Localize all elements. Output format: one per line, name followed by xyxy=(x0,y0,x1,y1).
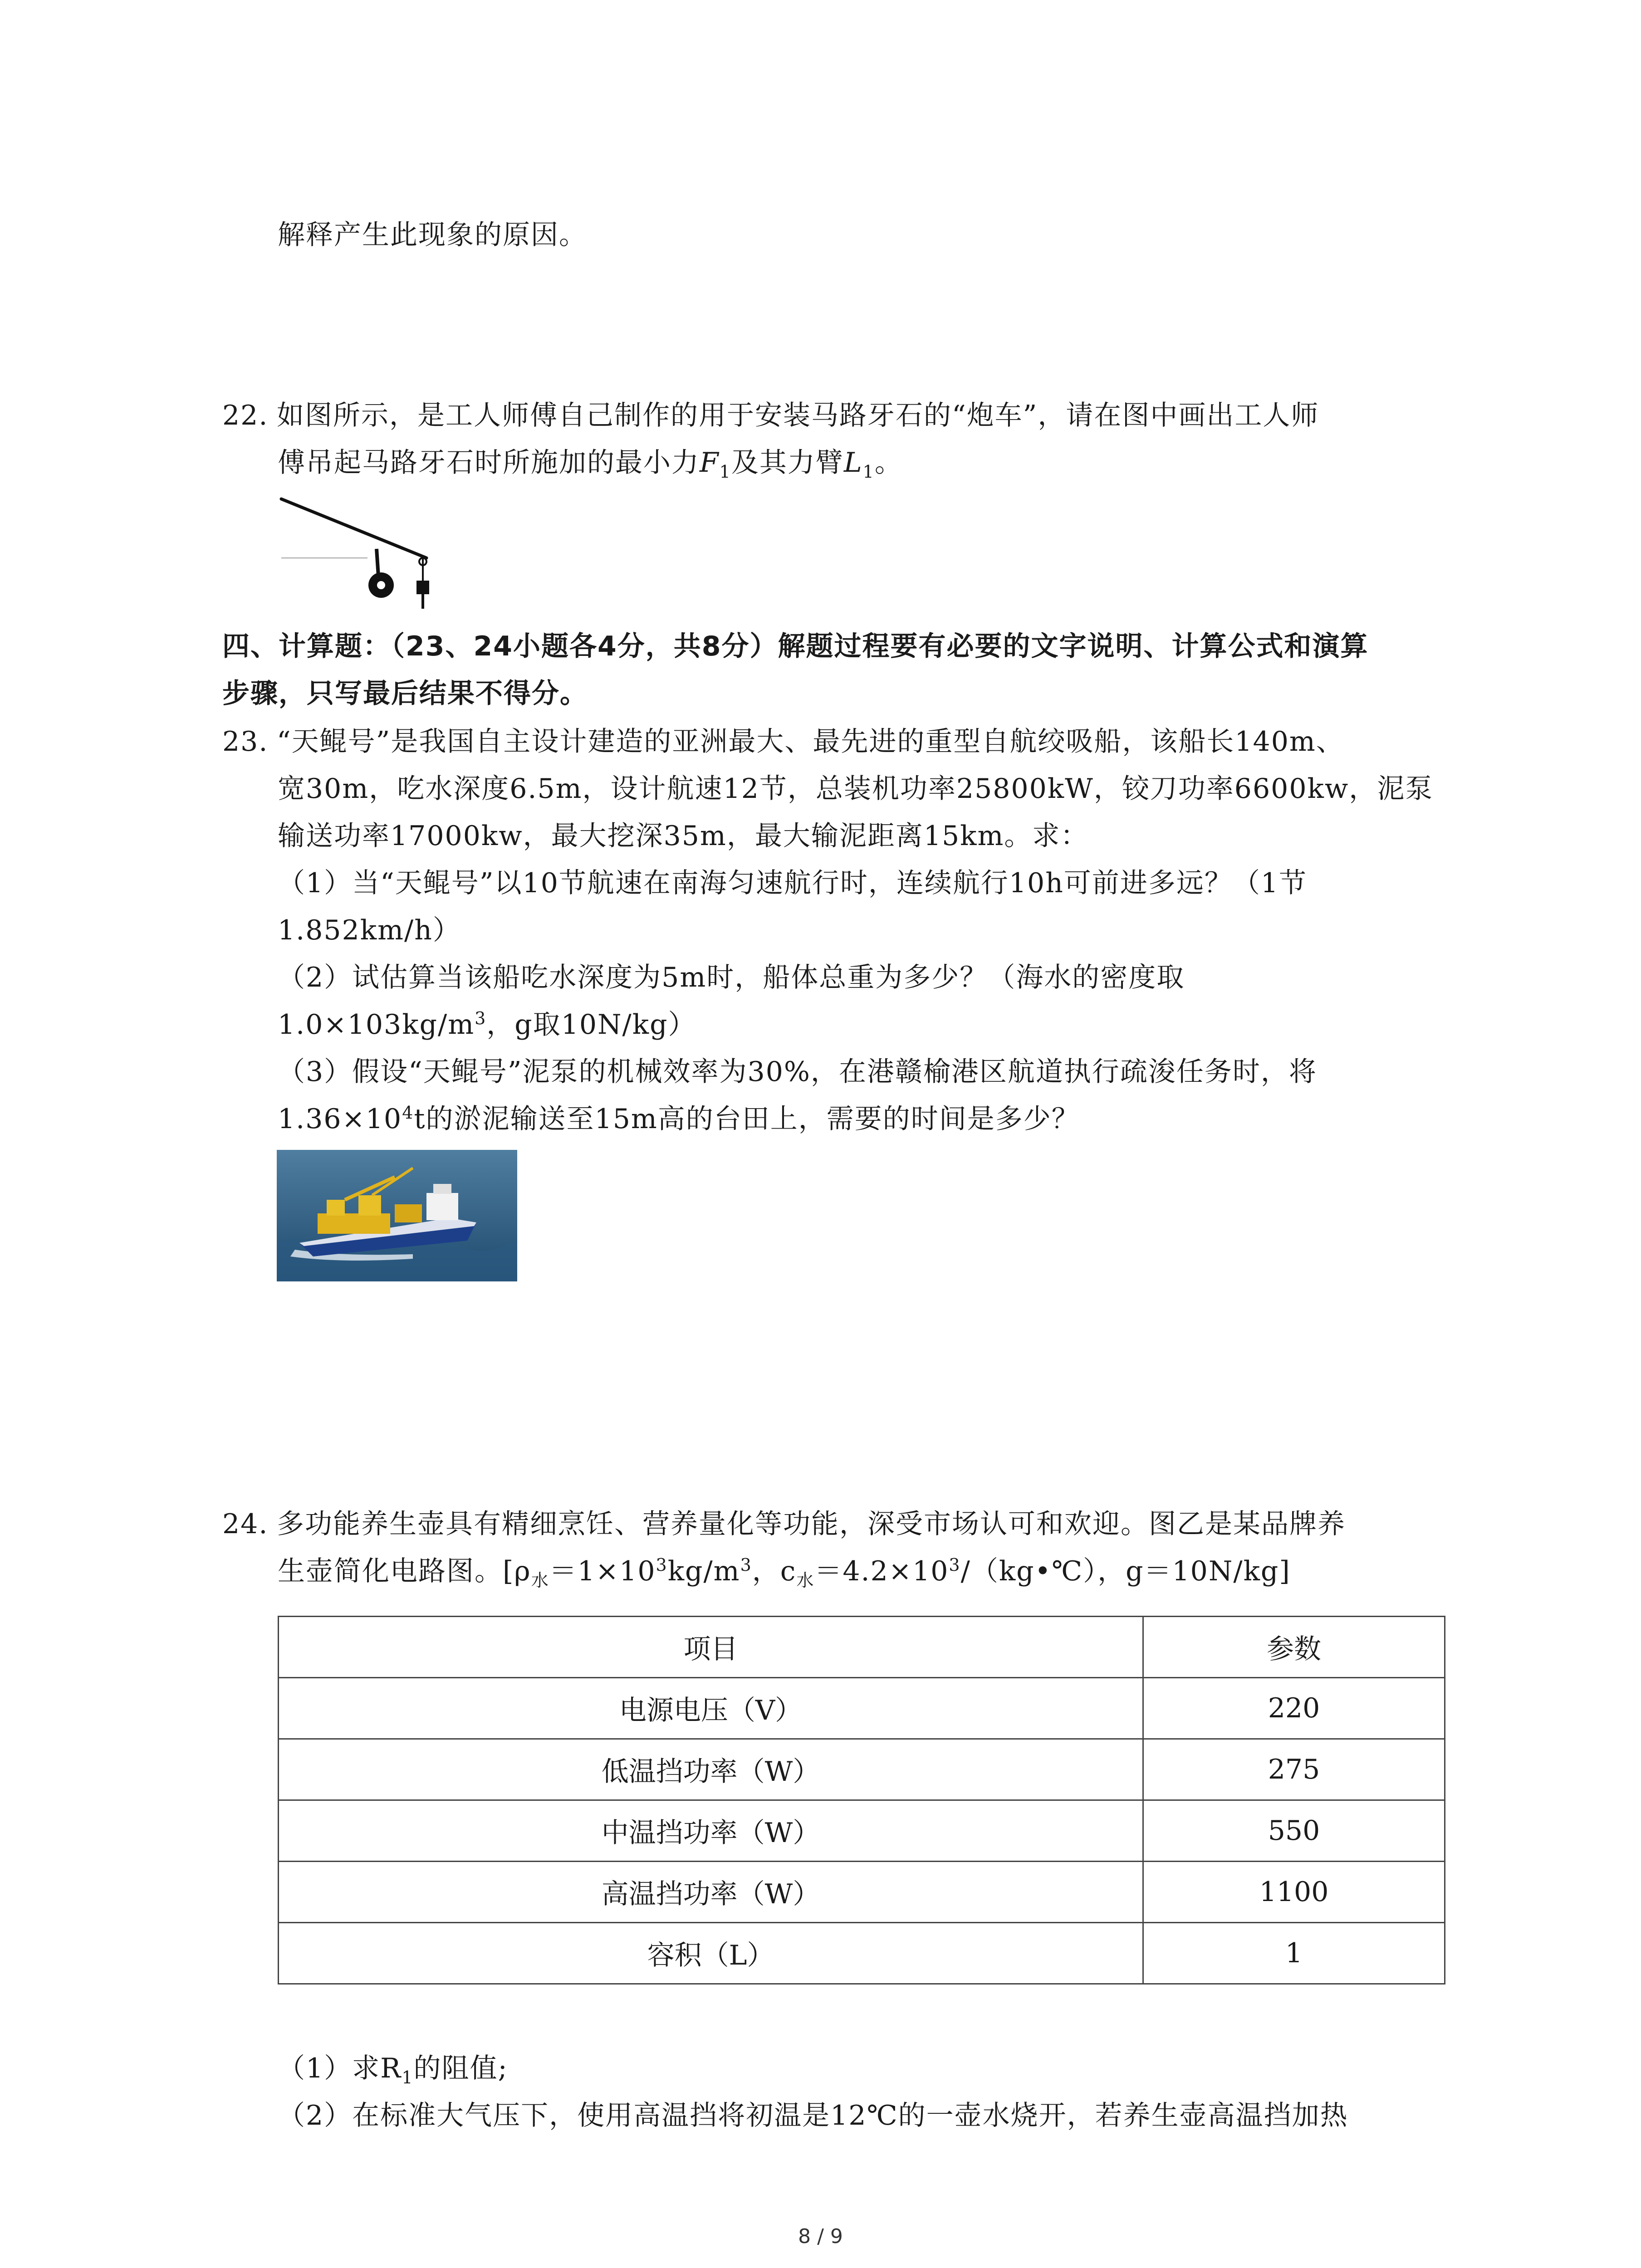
question-23-sub-3-cont xyxy=(278,1101,1080,1137)
table-cell-item: 高温挡功率（W） xyxy=(279,1862,1143,1923)
lever-cart-figure xyxy=(272,490,463,617)
arm-subscript: 1 xyxy=(862,462,875,482)
superscript: 3 xyxy=(740,1555,752,1575)
text-line-top: 解释产生此现象的原因。 xyxy=(278,219,587,251)
section-4-heading-line-2: 步骤，只写最后结果不得分。 xyxy=(222,678,588,709)
question-text: （1）求R xyxy=(278,2053,402,2084)
section-4-heading-line-1: 四、计算题：（23、24小题各4分，共8分）解题过程要有必要的文字说明、计算公式和演算 xyxy=(222,631,1369,662)
arm-symbol: L xyxy=(843,447,863,479)
question-text: 的阻值; xyxy=(413,2053,508,2084)
superscript: 3 xyxy=(475,1008,487,1028)
table-cell-item: 中温挡功率（W） xyxy=(279,1800,1143,1862)
superscript: 3 xyxy=(656,1555,668,1575)
dredger-ship-image xyxy=(277,1150,517,1281)
question-24-line-2 xyxy=(278,1553,1291,1589)
superscript: 3 xyxy=(949,1555,961,1575)
question-22-line-1 xyxy=(222,397,1319,434)
question-text: 生壶简化电路图。[ρ xyxy=(278,1555,531,1587)
question-23-sub-1-cont: 1.852km/h） xyxy=(278,914,461,946)
page-number: 8 / 9 xyxy=(798,2225,843,2248)
question-text: “天鲲号”是我国自主设计建造的亚洲最大、最先进的重型自航绞吸船，该船长140m、 xyxy=(277,726,1344,758)
table-cell-value: 1100 xyxy=(1143,1862,1445,1923)
question-text: 多功能养生壶具有精细烹饪、营养量化等功能，深受市场认可和欢迎。图乙是某品牌养 xyxy=(277,1508,1346,1540)
force-subscript: 1 xyxy=(719,462,731,482)
question-23-sub-2: （2）试估算当该船吃水深度为5m时，船体总重为多少？（海水的密度取 xyxy=(278,962,1185,993)
table-cell-value: 550 xyxy=(1143,1800,1445,1862)
subscript: 1 xyxy=(402,2068,414,2087)
question-24-sub-2: （2）在标准大气压下，使用高温挡将初温是12℃的一壶水烧开，若养生壶高温挡加热 xyxy=(278,2100,1348,2131)
question-text: /（kg•℃），g＝10N/kg] xyxy=(960,1555,1291,1587)
question-23-sub-1: （1）当“天鲲号”以10节航速在南海匀速航行时，连续航行10h可前进多远？（1节 xyxy=(278,867,1308,899)
superscript: 4 xyxy=(402,1103,414,1123)
question-text: ，g取10N/kg） xyxy=(486,1009,696,1041)
subscript: 水 xyxy=(796,1570,815,1590)
table-cell-value: 275 xyxy=(1143,1739,1445,1800)
question-text: ，c xyxy=(752,1555,797,1587)
question-text: 傅吊起马路牙石时所施加的最小力 xyxy=(278,447,700,479)
question-24-sub-1 xyxy=(278,2050,508,2087)
table-cell-item: 低温挡功率（W） xyxy=(279,1739,1143,1800)
question-text: 及其力臂 xyxy=(731,447,844,479)
table-row xyxy=(279,1800,1445,1862)
question-22-line-2 xyxy=(278,445,903,481)
table-cell-item: 电源电压（V） xyxy=(279,1678,1143,1739)
table-row xyxy=(279,1923,1445,1984)
table-header-value: 参数 xyxy=(1143,1617,1445,1678)
table-row xyxy=(279,1862,1445,1923)
table-cell-item: 容积（L） xyxy=(279,1923,1143,1984)
table-header-row xyxy=(279,1617,1445,1678)
question-number: 22. xyxy=(222,400,269,431)
question-23-line-2: 宽30m，吃水深度6.5m，设计航速12节，总装机功率25800kW，铰刀功率6600kw，泥泵 xyxy=(278,773,1434,805)
subscript: 水 xyxy=(531,1570,549,1590)
question-text: 1.36×10 xyxy=(278,1103,402,1135)
question-23-line-1 xyxy=(222,723,1344,760)
question-text: ＝4.2×10 xyxy=(814,1555,949,1587)
question-23-sub-3: （3）假设“天鲲号”泥泵的机械效率为30%，在港赣榆港区航道执行疏浚任务时，将 xyxy=(278,1056,1317,1088)
question-text: kg/m xyxy=(667,1555,740,1587)
question-number: 24. xyxy=(222,1508,269,1540)
question-text: ＝1×10 xyxy=(549,1555,656,1587)
question-text: 1.0×103kg/m xyxy=(278,1009,475,1041)
question-23-sub-2-cont xyxy=(278,1007,696,1043)
table-cell-value: 220 xyxy=(1143,1678,1445,1739)
table-header-item: 项目 xyxy=(279,1617,1143,1678)
question-text: 。 xyxy=(874,447,903,479)
table-row xyxy=(279,1739,1445,1800)
question-text: t的淤泥输送至15m高的台田上，需要的时间是多少？ xyxy=(414,1103,1080,1135)
kettle-parameter-table xyxy=(278,1616,1445,1984)
question-number: 23. xyxy=(222,726,269,758)
force-symbol: F xyxy=(700,447,720,479)
question-text: 如图所示，是工人师傅自己制作的用于安装马路牙石的“炮车”，请在图中画出工人师 xyxy=(277,400,1319,431)
table-cell-value: 1 xyxy=(1143,1923,1445,1984)
table-row xyxy=(279,1678,1445,1739)
question-23-line-3: 输送功率17000kw，最大挖深35m，最大输泥距离15km。求： xyxy=(278,820,1089,852)
question-24-line-1 xyxy=(222,1506,1346,1542)
